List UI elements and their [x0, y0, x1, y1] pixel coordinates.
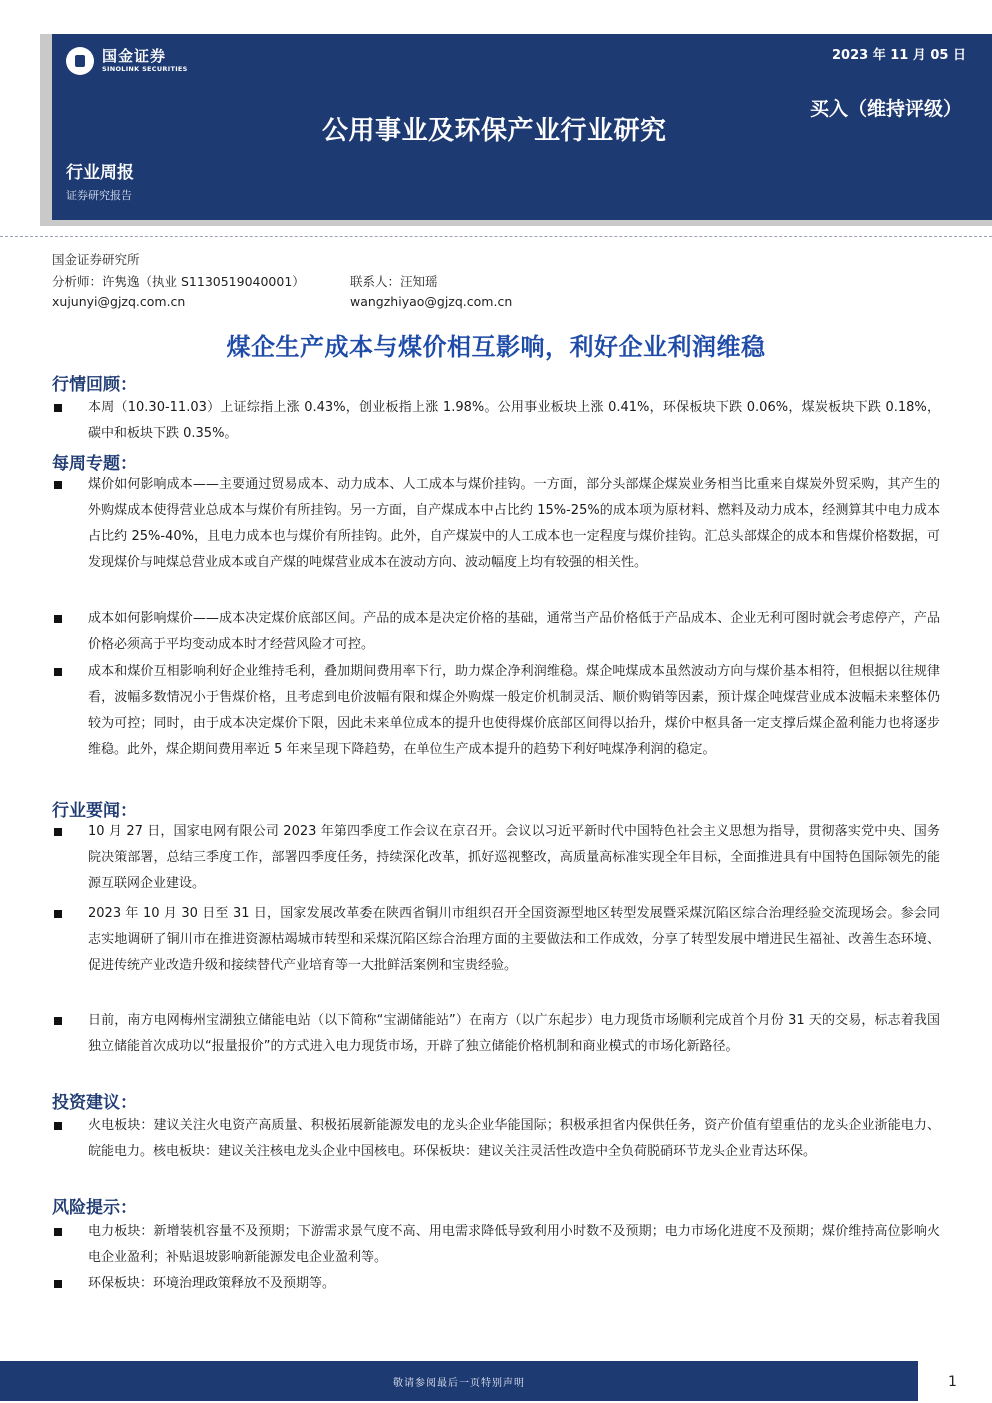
weekly-topic-text-2: 成本如何影响煤价——成本决定煤价底部区间。产品的成本是决定价格的基础，通常当产品价格低于产品成本、企业无利可图时就会考虑停产，产品价格必须高于平均变动成本时才经营风险才可控。	[88, 611, 940, 652]
page-number: 1	[948, 1374, 957, 1390]
footer-disclaimer: 敬请参阅最后一页特别声明	[393, 1378, 525, 1389]
weekly-topic-text-1: 煤价如何影响成本——主要通过贸易成本、动力成本、人工成本与煤价挂钩。一方面，部分头部煤企煤炭业务相当比重来自煤炭外贸采购，其产生的外购煤成本使得营业总成本与煤价有所挂钩。另一方面，自产煤成本中占比约 15%-25%的成本项为原材料、燃料及动力成本，经测算其中电力成本占比约 25%-40%，且电力成本也与煤价有所挂钩。此外，自产煤炭中的人工成本也一定程度与煤价挂钩。汇总头部煤企的成本和售煤价格数据，可发现煤价与吨煤总营业成本或自产煤的吨煤营业成本在波动方向、波动幅度上均有较强的相关性。	[88, 477, 940, 570]
market-review-text: 本周（10.30-11.03）上证综指上涨 0.43%，创业板指上涨 1.98%。公用事业板块上涨 0.41%，环保板块下跌 0.06%，煤炭板块下跌 0.18%，碳中和板块下跌 0.35%。	[88, 400, 940, 441]
section-title-market-review: 行情回顾：	[52, 375, 137, 395]
industry-news-text-1: 10 月 27 日，国家电网有限公司 2023 年第四季度工作会议在京召开。会议以习近平新时代中国特色社会主义思想为指导，贯彻落实党中央、国务院决策部署，总结三季度工作，部署四季度任务，持续深化改革，抓好巡视整改，高质量高标准实现全年目标，全面推进具有中国特色国际领先的能源互联网企业建设。	[88, 824, 940, 891]
logo-name-en: SINOLINK SECURITIES	[102, 65, 188, 73]
risk-warning-text-2: 环保板块：环境治理政策释放不及预期等。	[88, 1276, 336, 1291]
bullet-marker	[54, 910, 62, 918]
logo-mark-icon	[66, 47, 94, 75]
report-date: 2023 年 11 月 05 日	[832, 48, 966, 63]
bullet-marker	[54, 828, 62, 836]
bullet-marker	[54, 481, 62, 489]
section-title-industry-news: 行业要闻：	[52, 801, 137, 821]
investment-advice-text: 火电板块：建议关注火电资产高质量、积极拓展新能源发电的龙头企业华能国际；积极承担省内保供任务，资产价值有望重估的龙头企业浙能电力、皖能电力。核电板块：建议关注核电龙头企业中国核电。环保板块：建议关注灵活性改造中全负荷脱硝环节龙头企业青达环保。	[88, 1118, 940, 1159]
bullet-marker	[54, 1017, 62, 1025]
report-subtitle: 证券研究报告	[66, 189, 132, 202]
risk-warning-text-1: 电力板块：新增装机容量不及预期；下游需求景气度不高、用电需求降低导致利用小时数不及预期；电力市场化进度不及预期；煤价维持高位影响火电企业盈利；补贴退坡影响新能源发电企业盈利等。	[88, 1224, 940, 1265]
company-logo	[66, 47, 188, 75]
industry-news-text-3: 日前，南方电网梅州宝湖独立储能电站（以下简称“宝湖储能站”）在南方（以广东起步）电力现货市场顺利完成首个月份 31 天的交易，标志着我国独立储能首次成功以“报量报价”的方式进入电力现货市场，开辟了独立储能价格机制和商业模式的市场化新路径。	[88, 1013, 940, 1054]
analyst-info: 分析师：许隽逸（执业 S1130519040001）	[52, 274, 305, 289]
report-type: 行业周报	[66, 163, 134, 183]
section-title-risk-warning: 风险提示：	[52, 1198, 137, 1218]
header-divider	[0, 236, 992, 237]
bullet-marker	[54, 1228, 62, 1236]
industry-news-text-2: 2023 年 10 月 30 日至 31 日，国家发展改革委在陕西省铜川市组织召开全国资源型地区转型发展暨采煤沉陷区综合治理经验交流现场会。参会同志实地调研了铜川市在推进资源枯竭城市转型和采煤沉陷区综合治理方面的主要做法和工作成效，分享了转型发展中增进民生福祉、改善生态环境、促进传统产业改造升级和接续替代产业培育等一大批鲜活案例和宝贵经验。	[88, 906, 940, 973]
report-headline: 煤企生产成本与煤价相互影响，利好企业利润维稳	[226, 333, 766, 361]
logo-name-cn: 国金证券	[102, 47, 167, 65]
contact-info: 联系人：汪知瑶	[350, 274, 438, 289]
institute-name: 国金证券研究所	[52, 252, 140, 267]
analyst-email[interactable]: xujunyi@gjzq.com.cn	[52, 294, 186, 309]
section-title-investment-advice: 投资建议：	[52, 1093, 137, 1113]
report-title: 公用事业及环保产业行业研究	[322, 116, 667, 146]
bullet-marker	[54, 1280, 62, 1288]
weekly-topic-text-3: 成本和煤价互相影响利好企业维持毛利，叠加期间费用率下行，助力煤企净利润维稳。煤企吨煤成本虽然波动方向与煤价基本相符，但根据以往规律看，波幅多数情况小于售煤价格，且考虑到电价波幅有限和煤企外购煤一般定价机制灵活、顺价购销等因素，预计煤企吨煤营业成本波幅未来整体仍较为可控；同时，由于成本决定煤价下限，因此未来单位成本的提升也使得煤价底部区间得以抬升，煤价中枢具备一定支撑后煤企盈利能力也将逐步维稳。此外，煤企期间费用率近 5 年来呈现下降趋势，在单位生产成本提升的趋势下利好吨煤净利润的稳定。	[88, 664, 940, 757]
rating-badge: 买入（维持评级）	[809, 98, 962, 120]
section-title-weekly-topic: 每周专题：	[52, 454, 137, 474]
bullet-marker	[54, 668, 62, 676]
contact-email[interactable]: wangzhiyao@gjzq.com.cn	[350, 294, 513, 309]
bullet-marker	[54, 615, 62, 623]
bullet-marker	[54, 1122, 62, 1130]
bullet-marker	[54, 404, 62, 412]
